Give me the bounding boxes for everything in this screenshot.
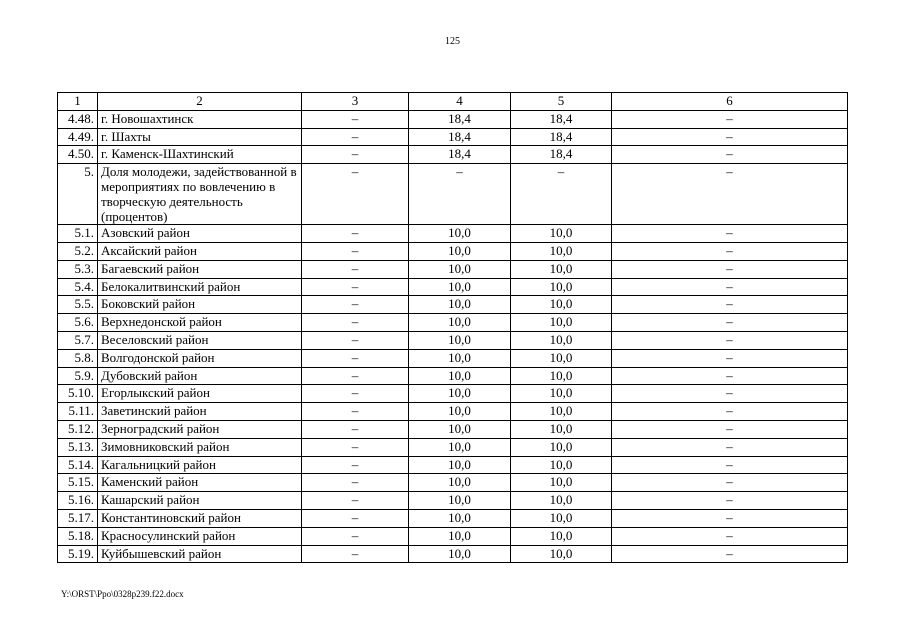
cell-col-6: –: [612, 242, 848, 260]
row-number: 5.7.: [58, 331, 98, 349]
cell-col-5: 10,0: [511, 403, 612, 421]
cell-col-6: –: [612, 545, 848, 563]
row-number: 5.12.: [58, 420, 98, 438]
table-row: [58, 420, 848, 438]
row-name: Каменский район: [98, 474, 302, 492]
row-name: г. Новошахтинск: [98, 110, 302, 128]
table-row: [58, 367, 848, 385]
row-number: 4.49.: [58, 128, 98, 146]
row-number: 4.50.: [58, 146, 98, 164]
cell-col-3: –: [302, 314, 409, 332]
row-name: Зимовниковский район: [98, 438, 302, 456]
cell-col-6: –: [612, 438, 848, 456]
cell-col-3: –: [302, 242, 409, 260]
table-row: [58, 474, 848, 492]
cell-col-6: –: [612, 527, 848, 545]
cell-col-4: 18,4: [409, 128, 511, 146]
row-name: Константиновский район: [98, 509, 302, 527]
table-header: [58, 93, 848, 111]
table-row: [58, 296, 848, 314]
cell-col-5: 10,0: [511, 367, 612, 385]
row-name: Аксайский район: [98, 242, 302, 260]
cell-col-5: 10,0: [511, 331, 612, 349]
cell-col-3: –: [302, 278, 409, 296]
cell-col-5: 10,0: [511, 474, 612, 492]
cell-col-6: –: [612, 146, 848, 164]
row-name: г. Каменск-Шахтинский: [98, 146, 302, 164]
cell-col-4: 10,0: [409, 456, 511, 474]
cell-col-6: –: [612, 331, 848, 349]
cell-col-5: 10,0: [511, 225, 612, 243]
cell-col-6: –: [612, 385, 848, 403]
row-name: г. Шахты: [98, 128, 302, 146]
row-number: 4.48.: [58, 110, 98, 128]
row-number: 5.4.: [58, 278, 98, 296]
cell-col-4: 10,0: [409, 545, 511, 563]
table-row: [58, 403, 848, 421]
row-name: Азовский район: [98, 225, 302, 243]
table-body: [58, 110, 848, 563]
cell-col-6: –: [612, 314, 848, 332]
row-number: 5.: [58, 164, 98, 225]
header-col-1: 1: [58, 93, 98, 111]
cell-col-3: –: [302, 331, 409, 349]
cell-col-4: 18,4: [409, 146, 511, 164]
cell-col-4: 10,0: [409, 403, 511, 421]
row-name: Кагальницкий район: [98, 456, 302, 474]
cell-col-4: –: [409, 164, 511, 225]
table-row: [58, 314, 848, 332]
table-row: [58, 438, 848, 456]
table-row: [58, 349, 848, 367]
cell-col-3: –: [302, 260, 409, 278]
row-name: Боковский район: [98, 296, 302, 314]
row-name: Верхнедонской район: [98, 314, 302, 332]
footer-file-path: Y:\ORST\Ppo\0328p239.f22.docx: [61, 589, 184, 599]
cell-col-5: 10,0: [511, 296, 612, 314]
header-row: [58, 93, 848, 111]
cell-col-4: 10,0: [409, 492, 511, 510]
cell-col-6: –: [612, 278, 848, 296]
cell-col-3: –: [302, 128, 409, 146]
header-col-6: 6: [612, 93, 848, 111]
cell-col-5: 10,0: [511, 385, 612, 403]
cell-col-3: –: [302, 296, 409, 314]
cell-col-5: 10,0: [511, 456, 612, 474]
cell-col-6: –: [612, 164, 848, 225]
row-name: Багаевский район: [98, 260, 302, 278]
row-name: Волгодонской район: [98, 349, 302, 367]
row-number: 5.10.: [58, 385, 98, 403]
cell-col-3: –: [302, 164, 409, 225]
cell-col-6: –: [612, 403, 848, 421]
row-number: 5.6.: [58, 314, 98, 332]
cell-col-6: –: [612, 128, 848, 146]
row-number: 5.14.: [58, 456, 98, 474]
indicator-table: [57, 92, 848, 563]
cell-col-3: –: [302, 385, 409, 403]
row-number: 5.2.: [58, 242, 98, 260]
row-number: 5.13.: [58, 438, 98, 456]
cell-col-4: 10,0: [409, 509, 511, 527]
cell-col-5: 10,0: [511, 278, 612, 296]
row-number: 5.18.: [58, 527, 98, 545]
cell-col-6: –: [612, 225, 848, 243]
row-number: 5.11.: [58, 403, 98, 421]
cell-col-4: 10,0: [409, 331, 511, 349]
cell-col-6: –: [612, 420, 848, 438]
cell-col-4: 10,0: [409, 314, 511, 332]
table-row: [58, 545, 848, 563]
cell-col-3: –: [302, 438, 409, 456]
cell-col-6: –: [612, 110, 848, 128]
cell-col-4: 10,0: [409, 438, 511, 456]
table-row: [58, 146, 848, 164]
header-col-5: 5: [511, 93, 612, 111]
cell-col-3: –: [302, 527, 409, 545]
cell-col-5: 10,0: [511, 260, 612, 278]
header-col-3: 3: [302, 93, 409, 111]
table-row: [58, 128, 848, 146]
cell-col-5: 10,0: [511, 242, 612, 260]
cell-col-3: –: [302, 146, 409, 164]
cell-col-5: 10,0: [511, 349, 612, 367]
cell-col-6: –: [612, 349, 848, 367]
row-name: Дубовский район: [98, 367, 302, 385]
row-name: Заветинский район: [98, 403, 302, 421]
cell-col-3: –: [302, 420, 409, 438]
cell-col-4: 10,0: [409, 527, 511, 545]
table-row: [58, 260, 848, 278]
cell-col-5: 10,0: [511, 545, 612, 563]
row-number: 5.16.: [58, 492, 98, 510]
cell-col-5: 10,0: [511, 420, 612, 438]
cell-col-5: 10,0: [511, 492, 612, 510]
cell-col-4: 10,0: [409, 367, 511, 385]
cell-col-5: 10,0: [511, 509, 612, 527]
header-col-4: 4: [409, 93, 511, 111]
cell-col-3: –: [302, 349, 409, 367]
row-name: Белокалитвинский район: [98, 278, 302, 296]
table-row: [58, 242, 848, 260]
row-number: 5.5.: [58, 296, 98, 314]
row-name: Красносулинский район: [98, 527, 302, 545]
row-name: Веселовский район: [98, 331, 302, 349]
table-row: [58, 509, 848, 527]
cell-col-3: –: [302, 403, 409, 421]
row-number: 5.19.: [58, 545, 98, 563]
row-number: 5.3.: [58, 260, 98, 278]
row-name: Куйбышевский район: [98, 545, 302, 563]
cell-col-4: 10,0: [409, 385, 511, 403]
row-name: Доля молодежи, задействованной в мероприятиях по вовлечению в творческую деятельность (процентов): [98, 164, 302, 225]
table-row: [58, 164, 848, 225]
cell-col-4: 10,0: [409, 474, 511, 492]
cell-col-6: –: [612, 492, 848, 510]
cell-col-5: –: [511, 164, 612, 225]
cell-col-3: –: [302, 110, 409, 128]
cell-col-5: 10,0: [511, 314, 612, 332]
cell-col-6: –: [612, 509, 848, 527]
table-row: [58, 278, 848, 296]
cell-col-6: –: [612, 474, 848, 492]
cell-col-6: –: [612, 367, 848, 385]
header-col-2: 2: [98, 93, 302, 111]
cell-col-3: –: [302, 225, 409, 243]
row-name: Зерноградский район: [98, 420, 302, 438]
table-row: [58, 385, 848, 403]
cell-col-3: –: [302, 545, 409, 563]
cell-col-4: 10,0: [409, 278, 511, 296]
row-number: 5.15.: [58, 474, 98, 492]
page-number: 125: [445, 36, 460, 47]
row-number: 5.9.: [58, 367, 98, 385]
row-number: 5.8.: [58, 349, 98, 367]
cell-col-4: 10,0: [409, 260, 511, 278]
cell-col-3: –: [302, 367, 409, 385]
cell-col-3: –: [302, 456, 409, 474]
row-number: 5.1.: [58, 225, 98, 243]
cell-col-5: 18,4: [511, 128, 612, 146]
row-number: 5.17.: [58, 509, 98, 527]
cell-col-4: 10,0: [409, 296, 511, 314]
cell-col-4: 10,0: [409, 225, 511, 243]
cell-col-4: 10,0: [409, 349, 511, 367]
cell-col-3: –: [302, 492, 409, 510]
table-row: [58, 331, 848, 349]
cell-col-5: 10,0: [511, 527, 612, 545]
table-row: [58, 110, 848, 128]
cell-col-6: –: [612, 296, 848, 314]
cell-col-4: 10,0: [409, 420, 511, 438]
cell-col-3: –: [302, 509, 409, 527]
row-name: Егорлыкский район: [98, 385, 302, 403]
cell-col-4: 10,0: [409, 242, 511, 260]
cell-col-3: –: [302, 474, 409, 492]
table-row: [58, 527, 848, 545]
cell-col-5: 18,4: [511, 146, 612, 164]
table-row: [58, 492, 848, 510]
cell-col-5: 10,0: [511, 438, 612, 456]
cell-col-6: –: [612, 456, 848, 474]
cell-col-5: 18,4: [511, 110, 612, 128]
row-name: Кашарский район: [98, 492, 302, 510]
cell-col-4: 18,4: [409, 110, 511, 128]
table-row: [58, 456, 848, 474]
table-row: [58, 225, 848, 243]
cell-col-6: –: [612, 260, 848, 278]
